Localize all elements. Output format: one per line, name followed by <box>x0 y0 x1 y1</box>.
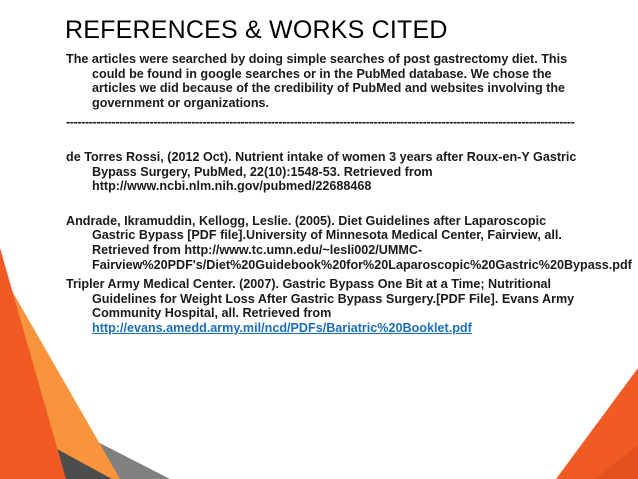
separator-line: -------------------------------------------------------------------------------------------------------------------------------------- <box>66 115 575 130</box>
intro-paragraph: The articles were searched by doing simple searches of post gastrectomy diet. This could be found in google searches or in the PubMed database. We chose the articles we did because of the credibility of PubMed and websites involving the government or organizations. <box>66 52 568 110</box>
reference-item: Andrade, Ikramuddin, Kellogg, Leslie. (2005). Diet Guidelines after Laparoscopic Gastric Bypass [PDF file].University of Minnesota Medical Center, Fairview, all. Retrieved from http://www.tc.umn.edu/~lesli002/UMMC-Fairview%20PDF's/Diet%20Guidebook%20for%20Laparoscopic%20Gastric%20Bypass.pdf <box>66 213 632 272</box>
reference-item <box>66 277 586 335</box>
slide-title: REFERENCES & WORKS CITED <box>65 16 448 44</box>
reference-item: de Torres Rossi, (2012 Oct). Nutrient intake of women 3 years after Roux-en-Y Gastric Bypass Surgery, PubMed, 22(10):1548-53. Retrieved from http://www.ncbi.nlm.nih.gov/pubmed/22688468 <box>66 149 577 194</box>
reference-link[interactable]: http://evans.amedd.army.mil/ncd/PDFs/Bariatric%20Booklet.pdf <box>92 320 472 335</box>
orange-main-triangle <box>0 248 66 479</box>
reference-text: Tripler Army Medical Center. (2007). Gastric Bypass One Bit at a Time; Nutritional Guidelines for Weight Loss After Gastric Bypass Surgery.[PDF File]. Evans Army Community Hospital, all. Retrieved from <box>66 277 575 321</box>
references-body <box>66 52 632 336</box>
